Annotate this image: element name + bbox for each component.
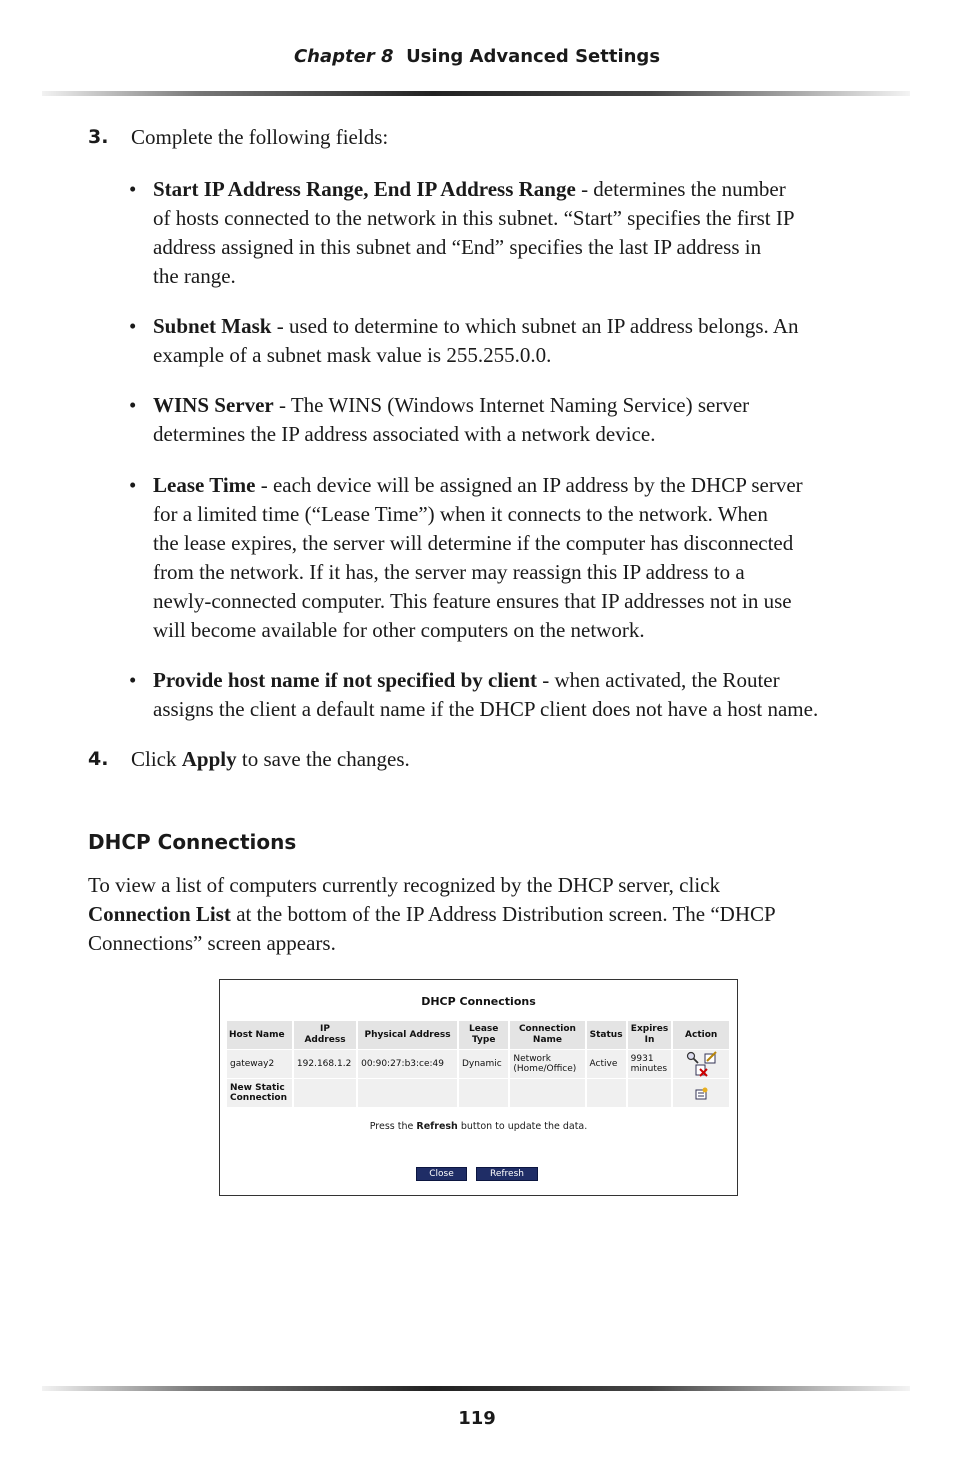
action-cell (673, 1050, 729, 1078)
col-ip-address: IP Address (294, 1021, 356, 1049)
bullet-term: WINS Server (153, 393, 274, 417)
dhcp-connections-table (225, 1020, 731, 1108)
refresh-button[interactable]: Refresh (476, 1167, 538, 1181)
view-icon[interactable] (686, 1051, 699, 1064)
close-button[interactable]: Close (416, 1167, 467, 1181)
new-static-connection-link[interactable]: New Static Connection (227, 1079, 292, 1107)
col-expires-in: Expires In (628, 1021, 672, 1049)
delete-icon[interactable] (695, 1064, 708, 1077)
col-host-name: Host Name (227, 1021, 292, 1049)
physical-address-cell: 00:90:27:b3:ce:49 (358, 1050, 457, 1078)
col-action: Action (673, 1021, 729, 1049)
table-row (227, 1079, 729, 1107)
status-cell: Active (587, 1050, 626, 1078)
bullet-lease-time: • Lease Time - each device will be assigned an IP address by the DHCP server for a limited time (“Lease Time”) when it connects to the network. When the lease expires, the server will determine if the computer has disconnected from the network. If it has, the server may reassign this IP address to a newly-connected computer. This feature ensures that IP addresses not in use will become available for other computers on the network. (129, 473, 803, 642)
bullet-term: Provide host name if not specified by client (153, 668, 538, 692)
section-paragraph: To view a list of computers currently recognized by the DHCP server, click Connection List at the bottom of the IP Address Distribution screen. The “DHCP Connections” screen appears. (88, 873, 776, 955)
page-number: 119 (458, 1408, 496, 1429)
section-heading: DHCP Connections (88, 830, 297, 854)
bullet-term: Lease Time (153, 473, 256, 497)
footer-rule (42, 1386, 910, 1391)
header-rule (42, 91, 910, 96)
col-physical-address: Physical Address (358, 1021, 457, 1049)
screenshot-title: DHCP Connections (421, 995, 536, 1008)
step-3-text: Complete the following fields: (131, 125, 389, 149)
running-header (0, 46, 954, 67)
chapter-title: Using Advanced Settings (406, 46, 661, 67)
bullet-term: Subnet Mask (153, 314, 272, 338)
col-status: Status (587, 1021, 626, 1049)
ip-address-cell: 192.168.1.2 (294, 1050, 356, 1078)
bullet-wins-server: • WINS Server - The WINS (Windows Internet Naming Service) server determines the IP address associated with a network device. (129, 393, 750, 446)
step-4-text: Click Apply to save the changes. (131, 747, 410, 771)
bullet-provide-host-name: • Provide host name if not specified by client - when activated, the Router assigns the client a default name if the DHCP client does not have a host name. (129, 668, 819, 721)
add-icon[interactable] (695, 1087, 708, 1100)
col-lease-type: Lease Type (459, 1021, 508, 1049)
table-header-row (227, 1021, 729, 1049)
refresh-note: Press the Refresh button to update the data. (369, 1121, 588, 1132)
action-cell (673, 1079, 729, 1107)
chapter-label: Chapter 8 (293, 46, 394, 67)
connection-name-cell: Network (Home/Office) (510, 1050, 584, 1078)
dhcp-connections-screenshot (219, 979, 738, 1196)
edit-icon[interactable] (704, 1051, 717, 1064)
host-name-link[interactable]: gateway2 (227, 1050, 292, 1078)
step-4-number: 4. (88, 748, 109, 770)
expires-cell: 9931 minutes (628, 1050, 672, 1078)
table-row (227, 1050, 729, 1078)
bullet-subnet-mask: • Subnet Mask - used to determine to which subnet an IP address belongs. An example of a subnet mask value is 255.255.0.0. (129, 314, 799, 367)
bullet-ip-range: • Start IP Address Range, End IP Address Range - determines the number of hosts connected to the network in this subnet. “Start” specifies the first IP address assigned in this subnet and “End” specifies the last IP address in the range. (129, 177, 795, 288)
bullet-term: Start IP Address Range, End IP Address Range (153, 177, 576, 201)
lease-type-cell: Dynamic (459, 1050, 508, 1078)
col-connection-name: Connection Name (510, 1021, 584, 1049)
step-3-number: 3. (88, 126, 109, 148)
